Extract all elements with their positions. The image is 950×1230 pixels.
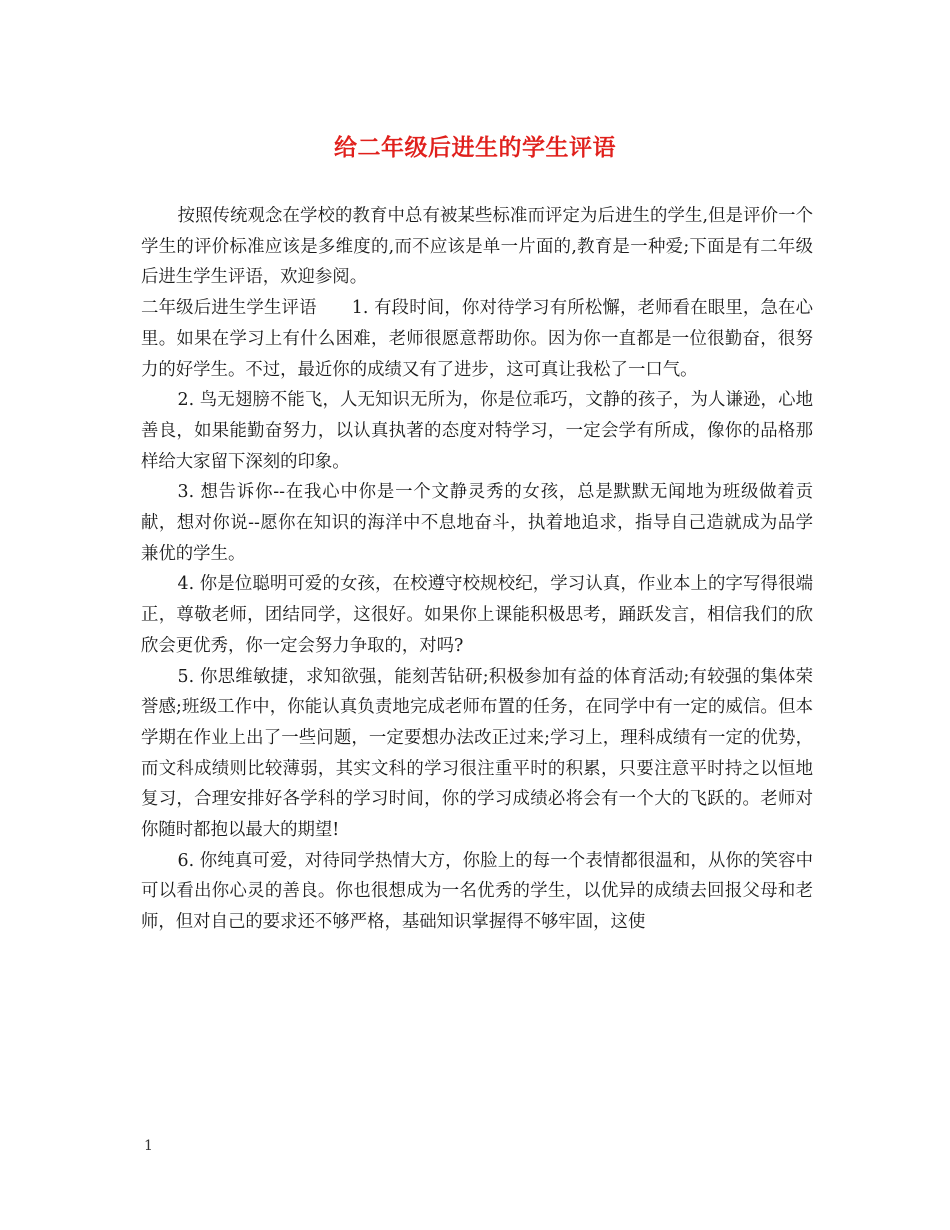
document-title: 给二年级后进生的学生评语 (334, 135, 616, 161)
paragraph-comment-4: 4. 你是位聪明可爱的女孩，在校遵守校规校纪，学习认真，作业本上的字写得很端正，尊敬老师，团结同学，这很好。如果你上课能积极思考，踊跃发言，相信我们的欣欣会更优秀，你一定会努力争取的，对吗? (141, 574, 813, 656)
paragraph-comment-2: 2. 鸟无翅膀不能飞，人无知识无所为，你是位乖巧，文静的孩子，为人谦逊，心地善良，如果能勤奋努力，以认真执著的态度对特学习，一定会学有所成，像你的品格那样给大家留下深刻的印象。 (141, 390, 813, 472)
paragraph-comment-1: 二年级后进生学生评语 1. 有段时间，你对待学习有所松懈，老师看在眼里，急在心里。如果在学习上有什么困难，老师很愿意帮助你。因为你一直都是一位很勤奋，很努力的好学生。不过，最近你的成绩又有了进步，这可真让我松了一口气。 (141, 298, 813, 380)
paragraph-comment-5: 5. 你思维敏捷，求知欲强，能刻苦钻研;积极参加有益的体育活动;有较强的集体荣誉感;班级工作中，你能认真负责地完成老师布置的任务，在同学中有一定的威信。但本学期在作业上出了一些问题，一定要想办法改正过来;学习上，理科成绩有一定的优势，而文科成绩则比较薄弱，其实文科的学习很注重平时的积累，只要注意平时持之以恒地复习，合理安排好各学科的学习时间，你的学习成绩必将会有一个大的飞跃的。老师对你随时都抱以最大的期望! (141, 666, 813, 841)
document-body (141, 201, 813, 938)
paragraph-comment-6: 6. 你纯真可爱，对待同学热情大方，你脸上的每一个表情都很温和，从你的笑容中可以看出你心灵的善良。你也很想成为一名优秀的学生，以优异的成绩去回报父母和老师，但对自己的要求还不够严格，基础知识掌握得不够牢固，这使 (141, 850, 813, 933)
page-number: 1 (144, 1138, 153, 1154)
paragraph-comment-3: 3. 想告诉你--在我心中你是一个文静灵秀的女孩，总是默默无闻地为班级做着贡献，想对你说--愿你在知识的海洋中不息地奋斗，执着地追求，指导自己造就成为品学兼优的学生。 (141, 482, 813, 564)
paragraph-intro: 按照传统观念在学校的教育中总有被某些标准而评定为后进生的学生,但是评价一个学生的评价标准应该是多维度的,而不应该是单一片面的,教育是一种爱;下面是有二年级后进生学生评语，欢迎参阅。 (141, 206, 813, 288)
